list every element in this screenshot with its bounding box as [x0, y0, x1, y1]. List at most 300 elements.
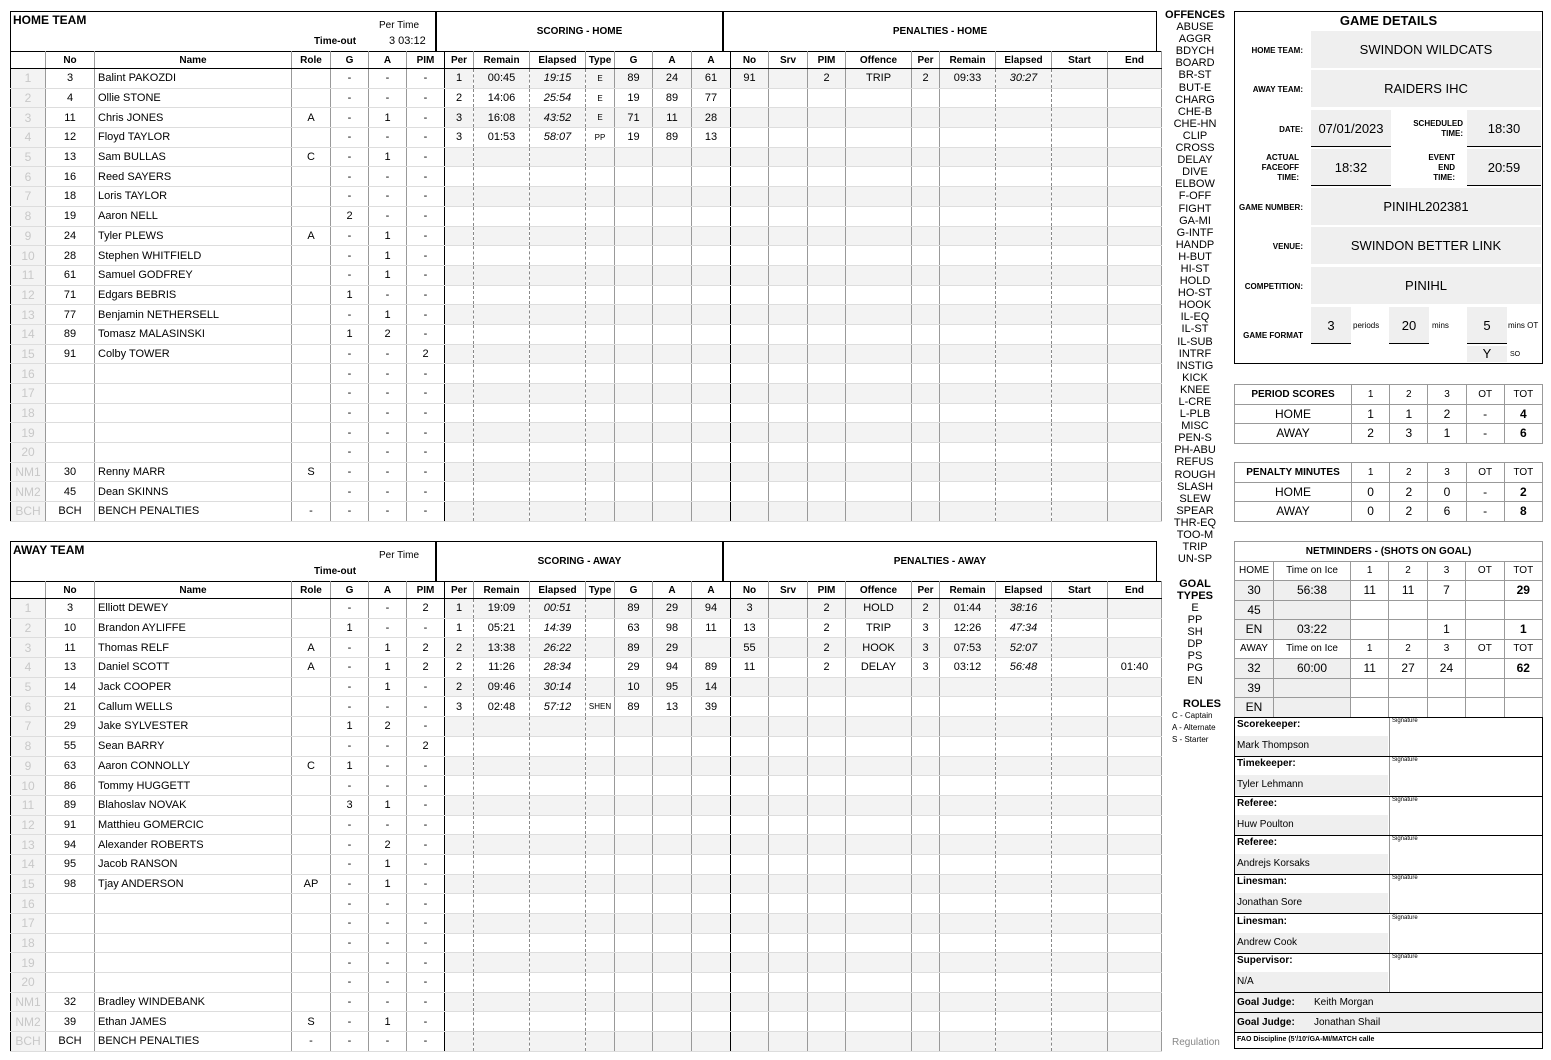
scoring-empty-cell	[474, 147, 530, 167]
scoring-empty-cell	[653, 482, 692, 502]
scoring-empty-cell	[530, 502, 586, 522]
player-number: 11	[46, 108, 95, 128]
penalty-empty-cell	[731, 226, 769, 246]
col-assist1: A	[653, 52, 692, 69]
summary-value: -	[1466, 482, 1504, 502]
summary-value: -	[1466, 424, 1504, 444]
official-name: Andrew Cook	[1235, 933, 1388, 953]
penalty-empty-cell	[940, 933, 996, 953]
goal-assist-2: 28	[692, 108, 731, 128]
penalty-empty-cell	[846, 854, 912, 874]
home-timeout-label: Time-out	[314, 36, 357, 47]
netminder-row	[1235, 698, 1543, 718]
penalty-empty-cell	[1052, 147, 1108, 167]
goal-assist-2: 94	[692, 599, 731, 619]
penalty-empty-cell	[769, 677, 808, 697]
away-penalties-title: PENALTIES - AWAY	[893, 556, 987, 567]
scoring-empty-cell	[586, 914, 615, 934]
player-row	[11, 384, 1162, 404]
mins-value: 20	[1389, 307, 1429, 344]
player-assists: -	[369, 992, 407, 1012]
scoring-empty-cell	[530, 187, 586, 207]
penalty-empty-cell	[808, 482, 846, 502]
rownum-header	[11, 52, 46, 69]
player-pim: -	[407, 384, 445, 404]
penalty-empty-cell	[1052, 443, 1108, 463]
row-number: 13	[11, 835, 46, 855]
offence-code: DELAY	[1177, 154, 1213, 167]
player-role	[292, 953, 331, 973]
summary-value: 8	[1504, 502, 1542, 522]
away-sheet-table	[10, 581, 1162, 1052]
player-pim: -	[407, 403, 445, 423]
player-goals: -	[331, 736, 369, 756]
penalty-served	[769, 638, 808, 658]
scoring-empty-cell	[530, 914, 586, 934]
scoring-empty-cell	[692, 246, 731, 266]
penalty-empty-cell	[769, 502, 808, 522]
penalty-empty-cell	[996, 1012, 1052, 1032]
penalty-period: 2	[912, 599, 940, 619]
penalty-empty-cell	[940, 697, 996, 717]
penalty-empty-cell	[912, 502, 940, 522]
goal-scorer: 89	[615, 638, 653, 658]
scoring-empty-cell	[445, 305, 474, 325]
player-row	[11, 835, 1162, 855]
penalty-empty-cell	[996, 147, 1052, 167]
player-name	[95, 384, 292, 404]
scoring-empty-cell	[586, 167, 615, 187]
player-pim: -	[407, 815, 445, 835]
player-assists: -	[369, 599, 407, 619]
penalty-empty-cell	[846, 1032, 912, 1052]
penalty-empty-cell	[731, 108, 769, 128]
goal-judge-row	[1235, 1013, 1542, 1033]
goal-assist-1: 89	[653, 128, 692, 148]
player-name: Jack COOPER	[95, 677, 292, 697]
scoring-empty-cell	[586, 776, 615, 796]
penalty-empty-cell	[940, 108, 996, 128]
penalty-elapsed: 56:48	[996, 658, 1052, 678]
penalty-empty-cell	[731, 973, 769, 993]
penalty-empty-cell	[1108, 305, 1162, 325]
penalty-empty-cell	[1108, 776, 1162, 796]
player-name: Samuel GODFREY	[95, 265, 292, 285]
penalty-empty-cell	[912, 88, 940, 108]
scoring-empty-cell	[586, 1012, 615, 1032]
netminder-cell	[1466, 600, 1504, 620]
col-pim: PIM	[407, 52, 445, 69]
scoring-empty-cell	[586, 973, 615, 993]
scoring-empty-cell	[530, 147, 586, 167]
goal-period: 2	[445, 677, 474, 697]
row-number: 14	[11, 854, 46, 874]
goal-scorer: 19	[615, 88, 653, 108]
scoring-empty-cell	[586, 835, 615, 855]
netminder-cell	[1389, 678, 1427, 698]
player-row	[11, 187, 1162, 207]
scoring-empty-cell	[653, 1012, 692, 1032]
scoring-empty-cell	[653, 324, 692, 344]
offence-code: L-PLB	[1179, 408, 1211, 421]
summary-value: 0	[1428, 482, 1466, 502]
row-number: 5	[11, 677, 46, 697]
row-number: 18	[11, 933, 46, 953]
goal-elapsed: 14:39	[530, 618, 586, 638]
player-number	[46, 973, 95, 993]
summary-title: PENALTY MINUTES	[1235, 463, 1352, 483]
netminder-cell	[1274, 698, 1351, 718]
penalty-empty-cell	[912, 776, 940, 796]
scoring-empty-cell	[615, 482, 653, 502]
scoring-empty-cell	[615, 914, 653, 934]
penalty-empty-cell	[731, 305, 769, 325]
col-start: Start	[1052, 582, 1108, 599]
penalty-empty-cell	[1052, 874, 1108, 894]
col-offence: Offence	[846, 52, 912, 69]
goal-remain: 05:21	[474, 618, 530, 638]
penalty-empty-cell	[731, 854, 769, 874]
netminder-cell: 7	[1427, 581, 1465, 601]
penalty-empty-cell	[808, 128, 846, 148]
row-number: 5	[11, 147, 46, 167]
penalty-elapsed: 30:27	[996, 69, 1052, 89]
penalty-empty-cell	[912, 756, 940, 776]
player-number: 13	[46, 147, 95, 167]
offence-code: PH-ABU	[1174, 444, 1216, 457]
scoring-empty-cell	[445, 324, 474, 344]
player-number	[46, 384, 95, 404]
penalty-empty-cell	[1052, 933, 1108, 953]
player-number	[46, 933, 95, 953]
penalty-offence: HOLD	[846, 599, 912, 619]
player-number: 77	[46, 305, 95, 325]
player-assists: 1	[369, 795, 407, 815]
penalty-start	[1052, 618, 1108, 638]
goal-type	[586, 658, 615, 678]
penalty-empty-cell	[1108, 953, 1162, 973]
player-pim: -	[407, 1012, 445, 1032]
scoring-empty-cell	[474, 717, 530, 737]
summary-value: 2	[1352, 424, 1390, 444]
penalty-empty-cell	[1108, 128, 1162, 148]
scoring-empty-cell	[653, 854, 692, 874]
netminders-col-header: 3	[1427, 639, 1465, 659]
scoring-empty-cell	[474, 1012, 530, 1032]
penalty-empty-cell	[808, 147, 846, 167]
player-assists: -	[369, 403, 407, 423]
penalty-empty-cell	[912, 226, 940, 246]
scoring-empty-cell	[445, 344, 474, 364]
scoring-empty-cell	[615, 717, 653, 737]
player-goals: -	[331, 423, 369, 443]
penalty-empty-cell	[996, 128, 1052, 148]
offence-code: HO-ST	[1177, 287, 1213, 300]
penalty-empty-cell	[996, 717, 1052, 737]
penalty-empty-cell	[846, 756, 912, 776]
end-time-value: 20:59	[1467, 149, 1541, 186]
scoring-empty-cell	[445, 992, 474, 1012]
summary-value: 6	[1428, 502, 1466, 522]
offence-code: ELBOW	[1175, 178, 1215, 191]
penalty-empty-cell	[769, 423, 808, 443]
scoring-empty-cell	[653, 973, 692, 993]
player-role: A	[292, 108, 331, 128]
penalty-empty-cell	[808, 108, 846, 128]
scoring-empty-cell	[530, 717, 586, 737]
goal-remain: 02:48	[474, 697, 530, 717]
offence-code: GA-MI	[1179, 214, 1211, 227]
penalty-empty-cell	[1108, 324, 1162, 344]
player-pim: 2	[407, 658, 445, 678]
scoring-empty-cell	[586, 756, 615, 776]
summary-value: -	[1466, 404, 1504, 424]
player-role	[292, 187, 331, 207]
penalty-empty-cell	[846, 815, 912, 835]
penalty-empty-cell	[808, 933, 846, 953]
row-number: 13	[11, 305, 46, 325]
player-goals: -	[331, 187, 369, 207]
player-assists: -	[369, 736, 407, 756]
scoring-empty-cell	[586, 482, 615, 502]
penalty-end	[1108, 618, 1162, 638]
penalty-empty-cell	[846, 973, 912, 993]
player-pim: -	[407, 285, 445, 305]
penalty-empty-cell	[940, 147, 996, 167]
player-number: 13	[46, 658, 95, 678]
netminder-cell	[1504, 600, 1542, 620]
scoring-empty-cell	[615, 992, 653, 1012]
offence-code: HOOK	[1178, 299, 1212, 312]
so-unit: SO	[1510, 351, 1521, 358]
penalty-empty-cell	[912, 344, 940, 364]
player-name: Callum WELLS	[95, 697, 292, 717]
goal-type: E	[586, 108, 615, 128]
player-role	[292, 992, 331, 1012]
player-number	[46, 403, 95, 423]
offence-code: HOLD	[1179, 275, 1211, 288]
player-number: 4	[46, 88, 95, 108]
scoring-empty-cell	[615, 285, 653, 305]
player-row	[11, 638, 1162, 658]
goal-remain: 01:53	[474, 128, 530, 148]
venue-label: VENUE:	[1272, 242, 1303, 251]
player-role	[292, 403, 331, 423]
offence-code: G-INTF	[1176, 226, 1214, 239]
player-row	[11, 108, 1162, 128]
penalty-empty-cell	[846, 108, 912, 128]
penalty-empty-cell	[769, 147, 808, 167]
penalty-empty-cell	[769, 854, 808, 874]
goal-judge-role: Goal Judge:	[1237, 1017, 1295, 1029]
penalty-empty-cell	[846, 206, 912, 226]
netminders-title: NETMINDERS - (SHOTS ON GOAL)	[1235, 542, 1543, 562]
penalty-end	[1108, 599, 1162, 619]
goal-assist-1: 29	[653, 599, 692, 619]
penalty-empty-cell	[1108, 187, 1162, 207]
scoring-empty-cell	[692, 953, 731, 973]
player-number: 30	[46, 462, 95, 482]
away-scoring-header	[436, 541, 723, 581]
player-pim: -	[407, 953, 445, 973]
player-goals: -	[331, 384, 369, 404]
scoring-empty-cell	[692, 167, 731, 187]
row-number: BCH	[11, 502, 46, 522]
scoring-empty-cell	[653, 502, 692, 522]
scoring-empty-cell	[474, 344, 530, 364]
scoring-empty-cell	[692, 443, 731, 463]
netminder-cell: EN	[1235, 620, 1274, 640]
col-role: Role	[292, 582, 331, 599]
penalty-empty-cell	[1052, 953, 1108, 973]
penalty-empty-cell	[912, 815, 940, 835]
penalty-empty-cell	[731, 423, 769, 443]
penalty-empty-cell	[808, 854, 846, 874]
summary-header-row	[1235, 385, 1543, 405]
goal-period: 1	[445, 618, 474, 638]
scoring-empty-cell	[692, 756, 731, 776]
scoring-empty-cell	[653, 1032, 692, 1052]
player-name: Benjamin NETHERSELL	[95, 305, 292, 325]
netminder-cell: 11	[1351, 581, 1389, 601]
scoring-empty-cell	[653, 776, 692, 796]
game-details-panel	[1234, 11, 1543, 364]
scoring-empty-cell	[474, 933, 530, 953]
penalty-empty-cell	[1052, 1032, 1108, 1052]
penalty-empty-cell	[996, 344, 1052, 364]
scoring-empty-cell	[530, 462, 586, 482]
player-number	[46, 364, 95, 384]
player-goals: -	[331, 914, 369, 934]
scoring-empty-cell	[445, 1032, 474, 1052]
scoring-empty-cell	[586, 305, 615, 325]
penalty-elapsed: 38:16	[996, 599, 1052, 619]
penalty-end: 01:40	[1108, 658, 1162, 678]
player-goals: -	[331, 344, 369, 364]
col-name: Name	[95, 52, 292, 69]
scoring-empty-cell	[474, 462, 530, 482]
col-assist2: A	[692, 582, 731, 599]
player-pim: -	[407, 697, 445, 717]
penalty-empty-cell	[912, 697, 940, 717]
penalty-empty-cell	[731, 482, 769, 502]
scoring-empty-cell	[445, 717, 474, 737]
period-scores-table	[1234, 384, 1543, 444]
player-pim: -	[407, 443, 445, 463]
scoring-empty-cell	[653, 246, 692, 266]
goal-type	[586, 677, 615, 697]
player-number: 32	[46, 992, 95, 1012]
penalty-empty-cell	[808, 815, 846, 835]
scoring-empty-cell	[445, 815, 474, 835]
official-row	[1235, 757, 1542, 796]
penalty-empty-cell	[808, 344, 846, 364]
penalty-empty-cell	[769, 1032, 808, 1052]
penalty-empty-cell	[1108, 736, 1162, 756]
penalty-empty-cell	[996, 88, 1052, 108]
goal-period: 1	[445, 599, 474, 619]
home-penalties-header	[723, 11, 1157, 51]
scoring-empty-cell	[692, 403, 731, 423]
penalty-empty-cell	[912, 835, 940, 855]
scoring-empty-cell	[586, 1032, 615, 1052]
col-pen-elapsed: Elapsed	[996, 582, 1052, 599]
scoring-empty-cell	[445, 914, 474, 934]
scoring-empty-cell	[530, 1032, 586, 1052]
away-per-time-label: Per Time	[379, 550, 420, 561]
penalty-empty-cell	[996, 324, 1052, 344]
penalty-empty-cell	[731, 364, 769, 384]
summary-value: 2	[1390, 502, 1428, 522]
goal-scorer: 89	[615, 69, 653, 89]
scoring-empty-cell	[445, 265, 474, 285]
scoring-empty-cell	[615, 384, 653, 404]
offence-code: INSTIG	[1176, 359, 1214, 372]
player-goals: 3	[331, 795, 369, 815]
penalty-empty-cell	[769, 305, 808, 325]
goal-elapsed: 58:07	[530, 128, 586, 148]
row-number: NM1	[11, 992, 46, 1012]
scoring-empty-cell	[530, 756, 586, 776]
player-goals: -	[331, 265, 369, 285]
penalty-empty-cell	[846, 933, 912, 953]
penalty-empty-cell	[731, 187, 769, 207]
scoring-empty-cell	[445, 502, 474, 522]
player-pim: -	[407, 835, 445, 855]
player-role: C	[292, 756, 331, 776]
penalty-empty-cell	[1108, 226, 1162, 246]
penalty-empty-cell	[769, 736, 808, 756]
player-number: BCH	[46, 502, 95, 522]
goal-scorer: 10	[615, 677, 653, 697]
penalty-empty-cell	[1108, 835, 1162, 855]
penalty-empty-cell	[1108, 265, 1162, 285]
scoring-empty-cell	[692, 914, 731, 934]
goal-remain: 14:06	[474, 88, 530, 108]
row-number: 7	[11, 717, 46, 737]
offence-code: SLEW	[1179, 492, 1211, 505]
player-name: Sean BARRY	[95, 736, 292, 756]
player-name: Brandon AYLIFFE	[95, 618, 292, 638]
scoring-empty-cell	[692, 1012, 731, 1032]
penalty-empty-cell	[912, 128, 940, 148]
player-goals: -	[331, 854, 369, 874]
goal-judge-row	[1235, 993, 1542, 1013]
col-pen-no: No	[731, 582, 769, 599]
penalty-empty-cell	[940, 206, 996, 226]
goal-type-code: PP	[1187, 614, 1203, 627]
penalty-minutes: 2	[808, 599, 846, 619]
offence-code: BR-ST	[1178, 69, 1212, 82]
row-number: 6	[11, 697, 46, 717]
player-name: Bradley WINDEBANK	[95, 992, 292, 1012]
player-role	[292, 482, 331, 502]
scoring-empty-cell	[615, 756, 653, 776]
netminder-cell: 1	[1427, 620, 1465, 640]
offence-code: TOO-M	[1176, 529, 1214, 542]
player-assists: -	[369, 697, 407, 717]
player-name	[95, 443, 292, 463]
player-role	[292, 736, 331, 756]
player-number: BCH	[46, 1032, 95, 1052]
player-number: 39	[46, 1012, 95, 1032]
scoring-empty-cell	[445, 462, 474, 482]
game-details-title: GAME DETAILS	[1339, 13, 1438, 28]
away-penalties-header	[723, 541, 1157, 581]
penalty-empty-cell	[808, 462, 846, 482]
player-row	[11, 364, 1162, 384]
penalty-empty-cell	[1052, 305, 1108, 325]
